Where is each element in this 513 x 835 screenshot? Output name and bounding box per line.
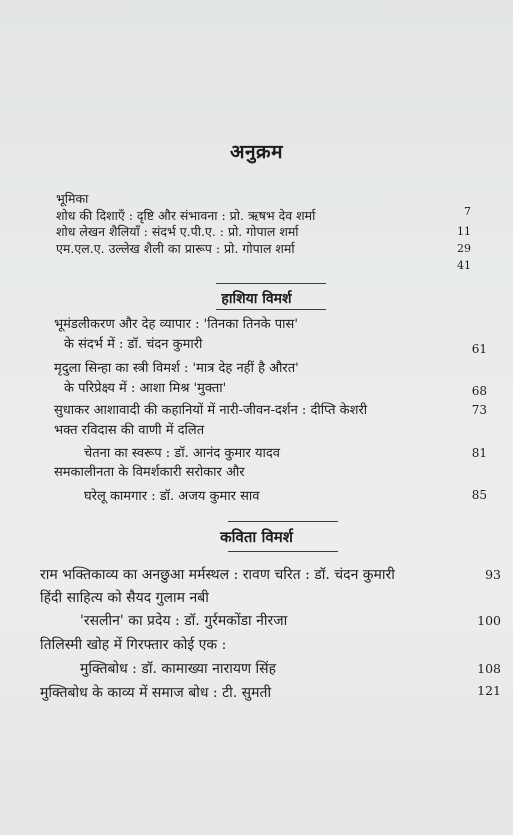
entry-title-line2: घरेलू कामगार : डॉ. अजय कुमार साव — [84, 489, 260, 504]
toc-entry — [0, 683, 513, 705]
page-number: 68 — [471, 384, 487, 398]
toc-entry — [0, 240, 513, 258]
entry-title-line2: मुक्तिबोध : डॉ. कामाख्या नारायण सिंह — [80, 661, 277, 677]
toc-entry — [0, 462, 513, 506]
entry-title: शोध लेखन शैलियाँ : संदर्भ ए.पी.ए. : प्रो. गोपाल शर्मा — [56, 224, 299, 239]
toc-entry — [0, 400, 513, 420]
toc-entry — [0, 257, 513, 275]
entry-title-line1: समकालीनता के विमर्शकारी सरोकार और — [54, 465, 245, 480]
entry-title: भूमिका — [56, 191, 89, 206]
toc-entry — [0, 635, 513, 681]
section-heading: कविता विमर्श — [220, 528, 293, 546]
page-number: 93 — [485, 567, 501, 582]
section-divider — [216, 283, 326, 284]
entry-title: एम.एल.ए. उल्लेख शैली का प्रारूप : प्रो. गोपाल शर्मा — [56, 241, 295, 256]
page-number: 41 — [457, 259, 471, 272]
section-heading: हाशिया विमर्श — [221, 291, 292, 307]
page-number: 29 — [457, 242, 471, 255]
entry-title-line2: के संदर्भ में : डॉ. चंदन कुमारी — [64, 337, 203, 352]
entry-title-line1: हिंदी साहित्य को सैयद गुलाम नबी — [40, 590, 209, 606]
page-number: 100 — [477, 613, 501, 628]
entry-title-line1: राम भक्तिकाव्य का अनछुआ मर्मस्थल : रावण चरित : डॉ. चंदन कुमारी — [40, 567, 395, 583]
toc-entry — [0, 314, 513, 354]
entry-title-line1: सुधाकर आशावादी की कहानियों में नारी-जीवन-दर्शन : दीप्ति केशरी — [54, 403, 368, 418]
page-number: 11 — [457, 225, 471, 238]
page-number: 73 — [471, 403, 487, 417]
entry-title-line1: भूमंडलीकरण और देह व्यापार : 'तिनका तिनके पास' — [54, 317, 298, 332]
entry-title-line1: मृदुला सिन्हा का स्त्री विमर्श : 'मात्र देह नहीं है औरत' — [54, 361, 299, 376]
entry-title-line2: 'रसलीन' का प्रदेय : डॉ. गुर्रमकोंडा नीरजा — [80, 613, 288, 629]
page-number: 81 — [471, 446, 487, 460]
entry-title-line1: तिलिस्मी खोह में गिरफ्तार कोई एक : — [40, 637, 227, 653]
entry-title: शोध की दिशाएँ : दृष्टि और संभावना : प्रो. ऋषभ देव शर्मा — [56, 208, 316, 223]
page-number: 61 — [471, 342, 487, 356]
section-divider — [228, 551, 338, 552]
section-divider — [216, 309, 326, 310]
toc-entry — [0, 588, 513, 634]
toc-entry — [0, 358, 513, 398]
entry-title-line1: भक्त रविदास की वाणी में दलित — [54, 423, 205, 438]
section-divider — [228, 521, 338, 522]
entry-title-line1: मुक्तिबोध के काव्य में समाज बोध : टी. सुमती — [40, 685, 272, 701]
page-number: 121 — [477, 683, 501, 698]
page-title: अनुक्रम — [229, 141, 283, 163]
toc-entry — [0, 565, 513, 587]
entry-title-line2: चेतना का स्वरूप : डॉ. आनंद कुमार यादव — [84, 446, 281, 461]
page-number: 108 — [477, 661, 501, 676]
page-number: 7 — [464, 205, 471, 218]
toc-entry — [0, 223, 513, 241]
toc-entry — [0, 420, 513, 464]
page-number: 85 — [471, 488, 487, 502]
entry-title-line2: के परिप्रेक्ष्य में : आशा मिश्र 'मुक्ता' — [64, 381, 227, 396]
